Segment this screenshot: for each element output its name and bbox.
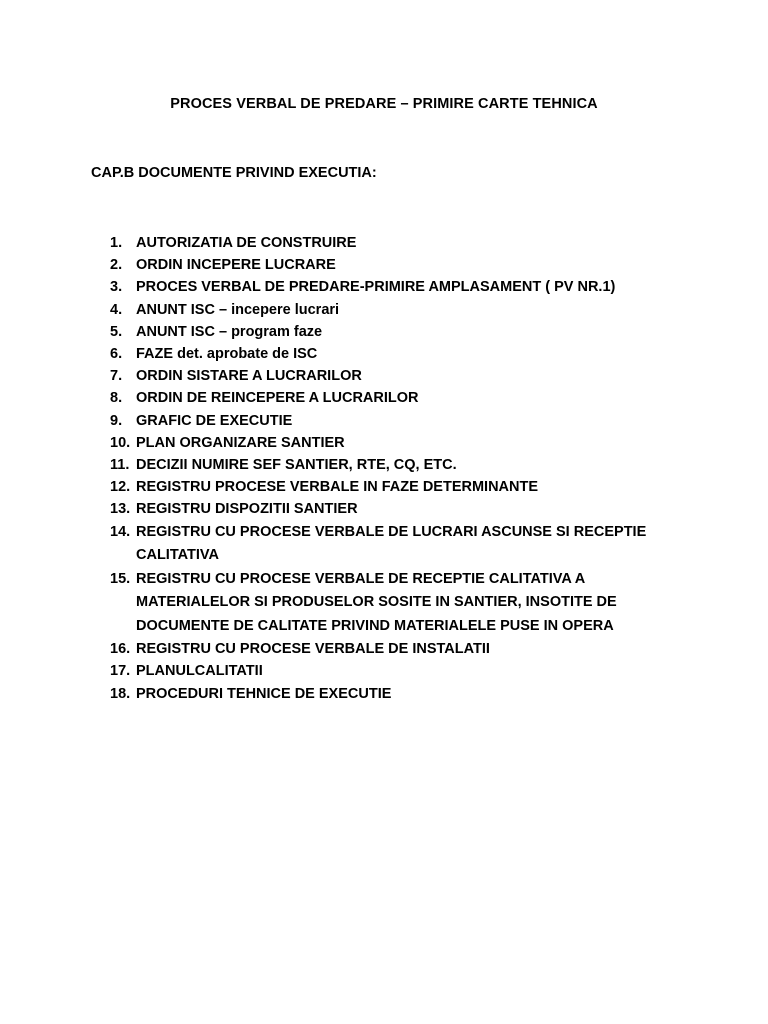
list-item-text: AUTORIZATIA DE CONSTRUIRE xyxy=(136,235,357,251)
list-item xyxy=(110,638,650,660)
list-item xyxy=(110,410,650,432)
list-item xyxy=(110,343,650,365)
list-item-number: 4. xyxy=(110,301,123,318)
list-item xyxy=(110,232,650,254)
list-item-number: 15. xyxy=(110,570,131,587)
list-item xyxy=(110,568,650,639)
list-item xyxy=(110,498,650,520)
list-item-text: ORDIN SISTARE A LUCRARILOR xyxy=(136,368,362,385)
list-item xyxy=(110,276,650,298)
list-item xyxy=(110,254,650,276)
list-item-number: 8. xyxy=(110,390,123,407)
list-item-text: REGISTRU CU PROCESE VERBALE DE LUCRARI ASCUNSE SI RECEPTIE CALITATIVA xyxy=(136,523,647,564)
list-item-number: 13. xyxy=(110,501,131,518)
list-item xyxy=(110,365,650,387)
list-item-text: ORDIN INCEPERE LUCRARE xyxy=(136,257,336,274)
list-item xyxy=(110,321,650,343)
list-item xyxy=(110,660,650,682)
list-item-text: PLANULCALITATII xyxy=(136,663,263,680)
list-item xyxy=(110,299,650,321)
list-item-number: 7. xyxy=(110,368,123,385)
list-item-number: 14. xyxy=(110,523,131,540)
list-item-text: REGISTRU CU PROCESE VERBALE DE RECEPTIE CALITATIVA A MATERIALELOR SI PRODUSELOR SOSITE IN SANTIER, INSOTITE DE DOCUMENTE DE CALITATE PRIVIND MATERIALELE PUSE IN OPERA xyxy=(136,570,617,634)
list-item-number: 3. xyxy=(110,279,123,296)
list-item-text: PROCEDURI TEHNICE DE EXECUTIE xyxy=(136,685,392,702)
document-list xyxy=(110,232,650,705)
chapter-heading: CAP.B DOCUMENTE PRIVIND EXECUTIA: xyxy=(91,165,377,181)
list-item-text: REGISTRU PROCESE VERBALE IN FAZE DETERMINANTE xyxy=(136,479,539,496)
list-item-number: 18. xyxy=(110,685,131,702)
list-item xyxy=(110,683,650,705)
list-item xyxy=(110,432,650,454)
list-item-text: GRAFIC DE EXECUTIE xyxy=(136,412,293,429)
list-item-text: PLAN ORGANIZARE SANTIER xyxy=(136,434,345,451)
list-item-text: REGISTRU DISPOZITII SANTIER xyxy=(136,501,358,518)
list-item-number: 9. xyxy=(110,412,123,429)
list-item-text: ANUNT ISC – program faze xyxy=(136,323,323,340)
list-item-text: ANUNT ISC – incepere lucrari xyxy=(136,301,340,318)
list-item-number: 6. xyxy=(110,346,123,363)
list-item-text: DECIZII NUMIRE SEF SANTIER, RTE, CQ, ETC. xyxy=(136,457,457,474)
list-item-number: 12. xyxy=(110,479,131,496)
document-title: PROCES VERBAL DE PREDARE – PRIMIRE CARTE TEHNICA xyxy=(170,96,598,112)
list-item-number: 17. xyxy=(110,663,131,680)
list-item-number: 1. xyxy=(110,235,123,251)
list-item-text: ORDIN DE REINCEPERE A LUCRARILOR xyxy=(136,390,419,407)
list-item-number: 11. xyxy=(110,457,130,474)
list-item-text: FAZE det. aprobate de ISC xyxy=(136,346,318,363)
list-item xyxy=(110,476,650,498)
list-item-number: 5. xyxy=(110,323,123,340)
list-item-text: PROCES VERBAL DE PREDARE-PRIMIRE AMPLASAMENT ( PV NR.1) xyxy=(136,279,616,296)
list-item xyxy=(110,454,650,476)
list-item-number: 16. xyxy=(110,641,131,658)
list-item xyxy=(110,387,650,409)
list-item-text: REGISTRU CU PROCESE VERBALE DE INSTALATII xyxy=(136,641,490,658)
list-item-number: 10. xyxy=(110,434,131,451)
list-item-number: 2. xyxy=(110,257,123,274)
list-item xyxy=(110,521,650,568)
